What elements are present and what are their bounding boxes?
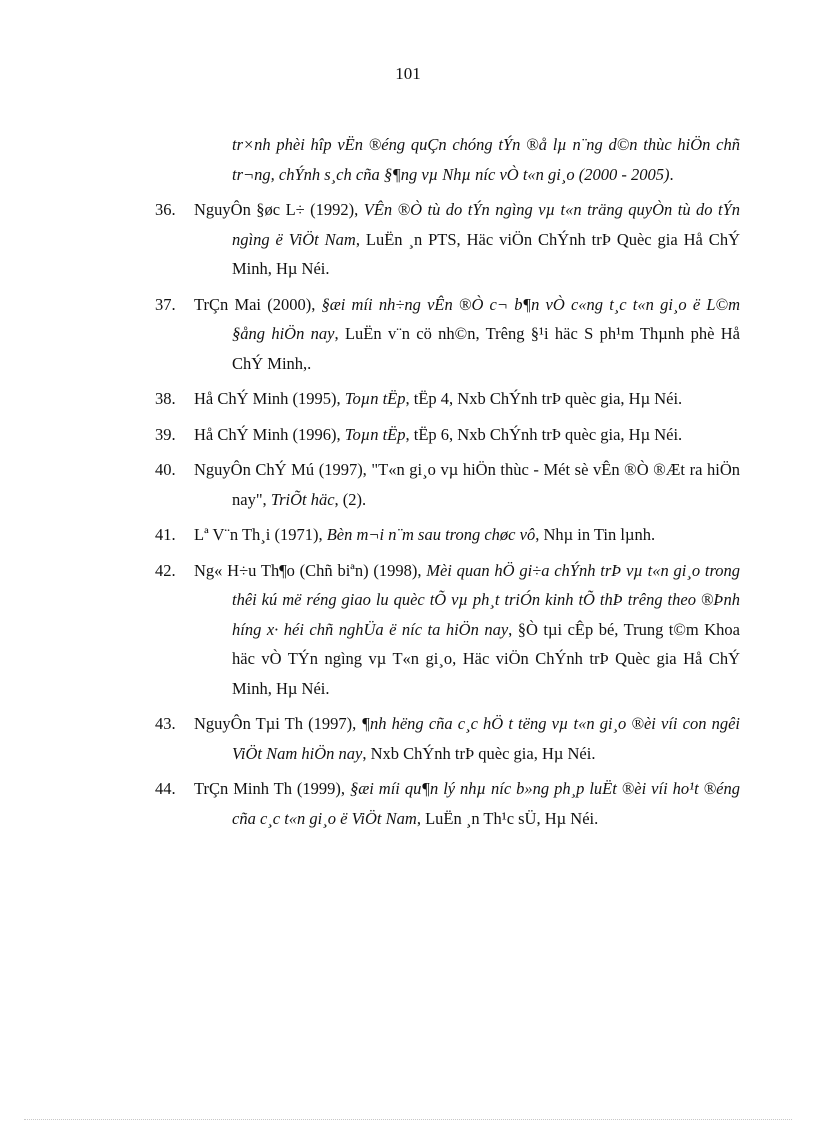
reference-entry	[155, 774, 740, 833]
reference-publisher: , LuËn ¸n PTS, Häc viÖn ChÝnh trÞ Quèc gia Hå ChÝ Minh, Hµ Néi.	[232, 229, 740, 278]
reference-number: 36.	[155, 200, 176, 219]
reference-author: Ng« H÷u Th¶o (Chñ biªn) (1998),	[194, 560, 427, 580]
reference-author: TrÇn Minh Th (1999),	[194, 779, 350, 798]
reference-number: 39.	[155, 424, 176, 444]
page-number: 101	[395, 64, 421, 83]
reference-title: Mèi quan hÖ gi÷a chÝnh trÞ vµ t«n gi¸o trong thêi kú më réng giao lu quèc tÕ vµ ph¸t triÓn kinh tÕ thÞ trêng theo ®Þnh híng x· héi chñ nghÜa ë níc ta hiÖn nay	[232, 560, 741, 639]
reference-author: Lª V¨n Th¸i (1971),	[194, 525, 327, 544]
reference-entry	[155, 556, 740, 704]
reference-publisher: , tËp 6, Nxb ChÝnh trÞ quèc gia, Hµ Néi.	[405, 424, 683, 444]
reference-author: Hå ChÝ Minh (1996),	[194, 424, 345, 444]
reference-list	[155, 130, 740, 839]
reference-title: Toµn tËp	[344, 424, 406, 444]
reference-publisher: , LuËn ¸n Th¹c sÜ, Hµ Néi.	[416, 808, 599, 828]
reference-title: §æi míi nh÷ng vÊn ®Ò c¬ b¶n vÒ c«ng t¸c t«n gi¸o ë L©m §ång hiÖn nay	[232, 294, 740, 343]
reference-publisher: , Nxb ChÝnh trÞ quèc gia, Hµ Néi.	[362, 743, 596, 763]
reference-author: NguyÔn §øc L÷ (1992),	[194, 200, 364, 219]
reference-number: 37.	[155, 294, 176, 314]
reference-number: 44.	[155, 779, 176, 798]
reference-number: 42.	[155, 560, 176, 580]
reference-number: 38.	[155, 389, 176, 408]
reference-publisher: , tËp 4, Nxb ChÝnh trÞ quèc gia, Hµ Néi.	[405, 389, 683, 408]
continuation-italic: tr×nh phèi hîp vËn ®éng quÇn chóng tÝn ®å lµ n¨ng d©n thùc hiÖn chñ tr¬ng, chÝnh s¸ch cña §¶ng vµ Nhµ níc vÒ t«n gi¸o (2000 - 2005)	[232, 135, 740, 184]
reference-title: Bèn m¬i n¨m sau trong chøc vô	[326, 525, 536, 544]
reference-number: 43.	[155, 714, 176, 733]
reference-title: TriÕt häc	[270, 489, 335, 509]
reference-entry	[155, 709, 740, 768]
reference-entry	[155, 455, 740, 514]
reference-publisher: , §Ò tµi cÊp bé, Trung t©m Khoa häc vÒ TÝn ngìng vµ T«n gi¸o, Häc viÖn ChÝnh trÞ Quèc gia Hå ChÝ Minh, Hµ Néi.	[232, 619, 740, 698]
reference-continuation	[155, 130, 740, 189]
reference-entry	[155, 384, 740, 414]
reference-number: 40.	[155, 460, 176, 479]
reference-title: ¶nh hëng cña c¸c hÖ t tëng vµ t«n gi¸o ®èi víi con ngêi ViÖt Nam hiÖn nay	[232, 714, 740, 763]
reference-entry	[155, 520, 740, 550]
reference-entry	[155, 290, 740, 379]
reference-title: VÊn ®Ò tù do tÝn ngìng vµ t«n träng quyÒn tù do tÝn ngìng ë ViÖt Nam	[232, 200, 740, 249]
continuation-tail: .	[669, 164, 674, 184]
reference-entry	[155, 195, 740, 284]
reference-author: NguyÔn Tµi Th (1997),	[194, 714, 362, 733]
reference-entry	[155, 420, 740, 450]
reference-title: §æi míi qu¶n lý nhµ níc b»ng ph¸p luËt ®èi víi ho¹t ®éng cña c¸c t«n gi¸o ë ViÖt Nam	[232, 779, 740, 828]
reference-title: Toµn tËp	[344, 389, 406, 408]
reference-publisher: , (2).	[334, 489, 367, 509]
page-bottom-divider	[24, 1119, 792, 1120]
reference-author: NguyÔn ChÝ Mú (1997), "T«n gi¸o vµ hiÖn thùc - Mét sè vÊn ®Ò ®Æt ra hiÖn nay",	[194, 460, 740, 509]
reference-publisher: , LuËn v¨n cö nh©n, Trêng §¹i häc S ph¹m Thµnh phè Hå ChÝ Minh,.	[232, 324, 740, 373]
reference-number: 41.	[155, 525, 176, 544]
reference-author: Hå ChÝ Minh (1995),	[194, 389, 345, 408]
reference-publisher: , Nhµ in Tin lµnh.	[535, 525, 656, 544]
reference-author: TrÇn Mai (2000),	[194, 294, 322, 314]
